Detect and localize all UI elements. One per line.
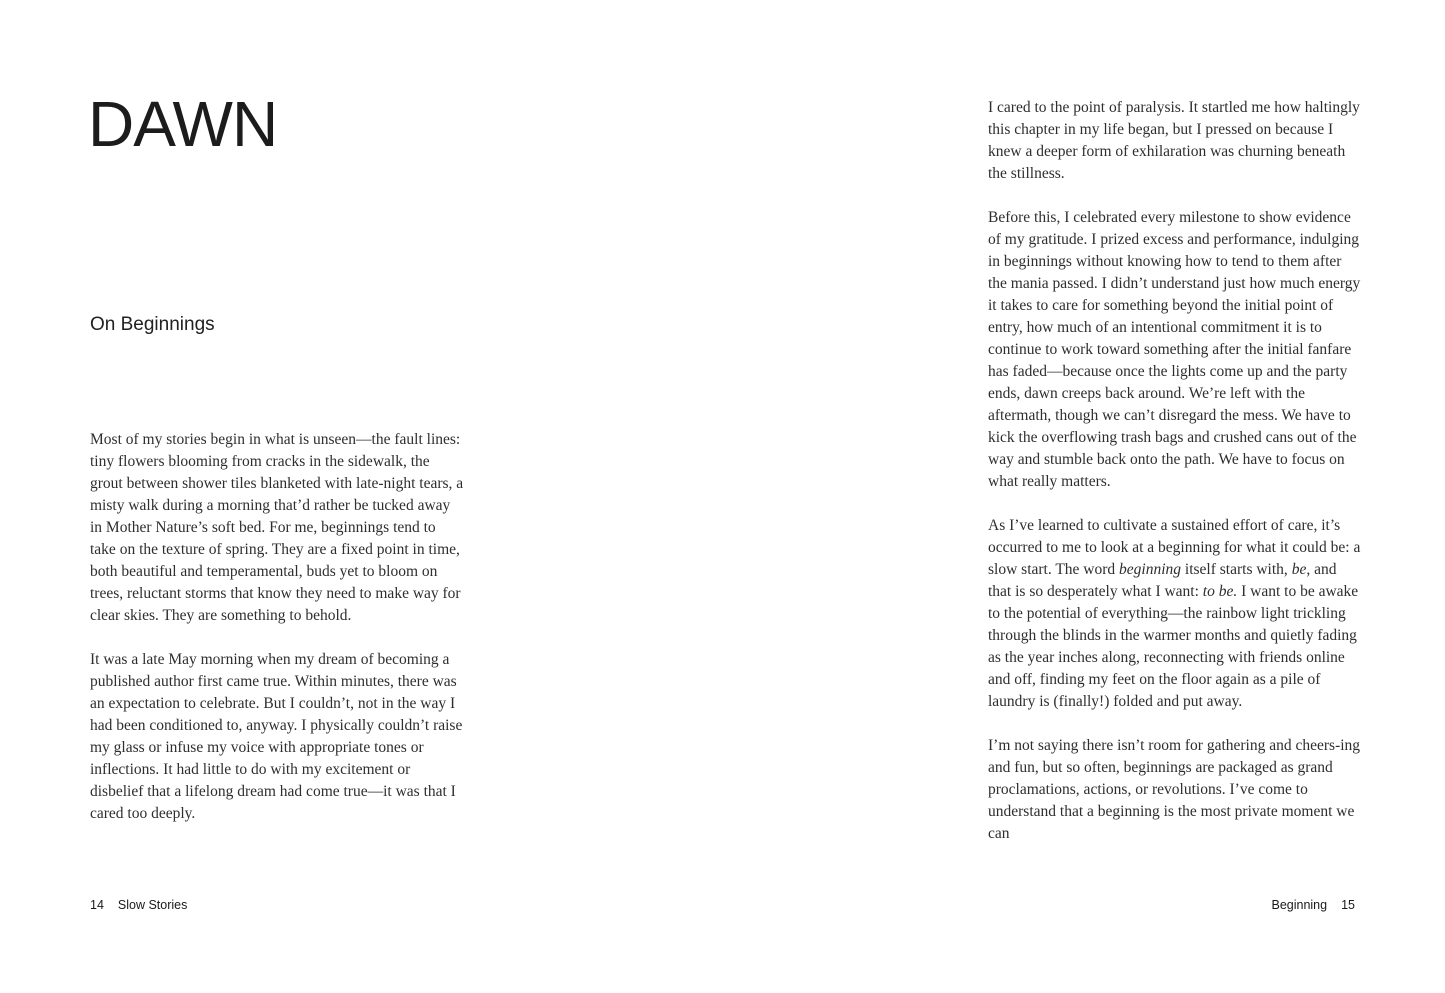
section-title: Beginning — [1271, 898, 1328, 912]
book-title: Slow Stories — [117, 898, 188, 912]
paragraph: I’m not saying there isn’t room for gathering and cheers-ing and fun, but so often, beginnings are packaged as grand proclamations, actions, or revolutions. I’ve come to understand that a beginning is the most private moment we can — [988, 737, 1361, 842]
paragraph: I cared to the point of paralysis. It startled me how haltingly this chapter in my life began, but I pressed on because I knew a deeper form of exhilaration was churning beneath the stillness. — [988, 99, 1360, 182]
paragraph: As I’ve learned to cultivate a sustained effort of care, it’s occurred to me to look at a beginning for what it could be: a slow start. The word beginning itself starts with, be, and that is so desperately what I want: to be. I want to be awake to the potential of everything—the rainbow light trickling through the blinds in the warmer months and quietly fading as the year inches along, reconnecting with friends online and off, finding my feet on the floor again as a pile of laundry is (finally!) folded and put away. — [988, 517, 1361, 710]
paragraph: It was a late May morning when my dream of becoming a published author first came true. Within minutes, there was an expectation to celebrate. But I couldn’t, not in the way I had been conditioned to, anyway. I physically couldn’t raise my glass or infuse my voice with appropriate tones or inflections. It had little to do with my excitement or disbelief that a lifelong dream had come true—it was that I cared too deeply. — [90, 651, 463, 822]
chapter-title: DAWN — [88, 88, 278, 160]
right-page-footer — [1271, 898, 1355, 912]
page-number: 15 — [1341, 898, 1355, 912]
left-page-body — [90, 429, 464, 847]
right-page-body — [988, 97, 1362, 867]
left-page-footer — [90, 898, 187, 912]
paragraph: Most of my stories begin in what is unseen—the fault lines: tiny flowers blooming from cracks in the sidewalk, the grout between shower tiles blanketed with late-night tears, a misty walk during a morning that’d rather be tucked away in Mother Nature’s soft bed. For me, beginnings tend to take on the texture of spring. They are a fixed point in time, both beautiful and temperamental, buds yet to bloom on trees, reluctant storms that know they need to make way for clear skies. They are something to behold. — [90, 431, 464, 624]
paragraph: Before this, I celebrated every milestone to show evidence of my gratitude. I prized excess and performance, indulging in beginnings without knowing how to tend to them after the mania passed. I didn’t understand just how much energy it takes to care for something beyond the initial point of entry, how much of an intentional commitment it is to continue to work toward something after the initial fanfare has faded—because once the lights come up and the party ends, dawn creeps back around. We’re left with the aftermath, though we can’t disregard the mess. We have to kick the overflowing trash bags and crushed cans out of the way and stumble back onto the path. We have to focus on what really matters. — [988, 209, 1361, 490]
section-subtitle: On Beginnings — [90, 314, 215, 335]
page-number: 14 — [90, 898, 104, 912]
